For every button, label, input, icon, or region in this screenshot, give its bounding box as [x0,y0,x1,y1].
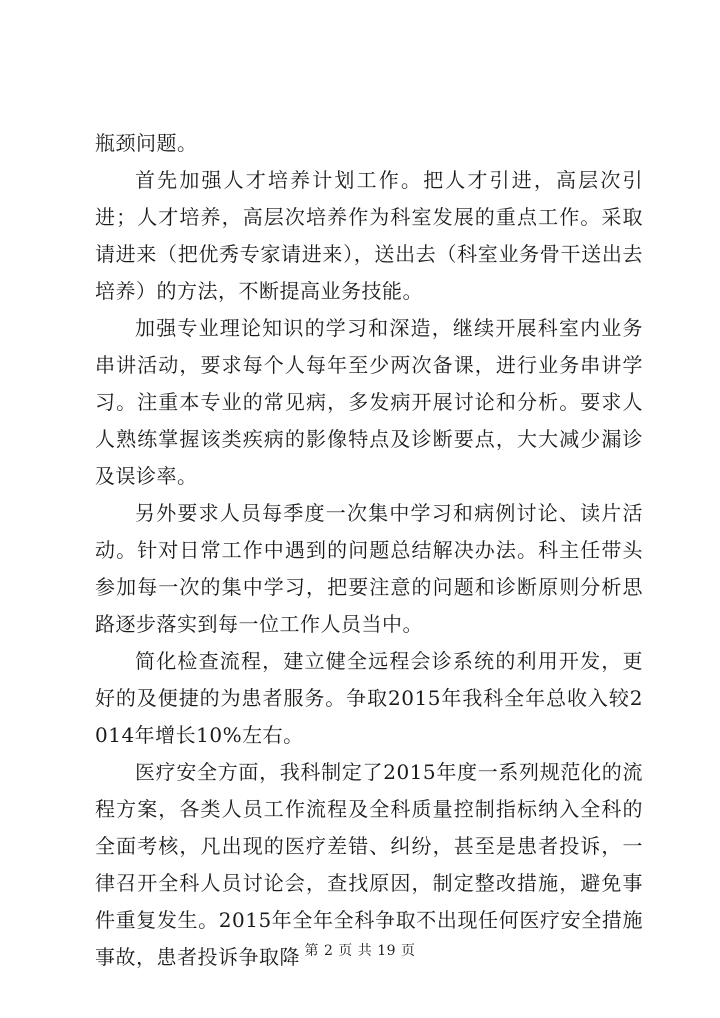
body-text [95,125,643,976]
paragraph-continuation: 瓶颈问题。 [95,131,198,155]
paragraph-quarterly-study: 另外要求人员每季度一次集中学习和病例讨论、读片活动。针对日常工作中遇到的问题总结解决办法。科主任带头参加每一次的集中学习，把要注意的问题和诊断原则分析思路逐步落实到每一位工作人员当中。 [95,501,643,636]
paragraph-professional-study: 加强专业理论知识的学习和深造，继续开展科室内业务串讲活动，要求每个人每年至少两次备课，进行业务串讲学习。注重本专业的常见病，多发病开展讨论和分析。要求人人熟练掌握该类疾病的影像特点及诊断要点，大大减少漏诊及误诊率。 [95,316,643,488]
paragraph-simplify-process: 简化检查流程，建立健全远程会诊系统的利用开发，更好的及便捷的为患者服务。争取2015年我科全年总收入较2014年增长10%左右。 [95,649,643,747]
paragraph-medical-safety: 医疗安全方面，我科制定了2015年度一系列规范化的流程方案，各类人员工作流程及全科质量控制指标纳入全科的全面考核，凡出现的医疗差错、纠纷，甚至是患者投诉，一律召开全科人员讨论会，查找原因，制定整改措施，避免事件重复发生。2015年全年全科争取不出现任何医疗安全措施事故，患者投诉争取降 [95,760,643,969]
paragraph-talent-training: 首先加强人才培养计划工作。把人才引进，高层次引进；人才培养，高层次培养作为科室发展的重点工作。采取请进来（把优秀专家请进来），送出去（科室业务骨干送出去培养）的方法，不断提高业务技能。 [95,168,643,303]
page-number-footer: 第 2 页 共 19 页 [304,943,416,959]
